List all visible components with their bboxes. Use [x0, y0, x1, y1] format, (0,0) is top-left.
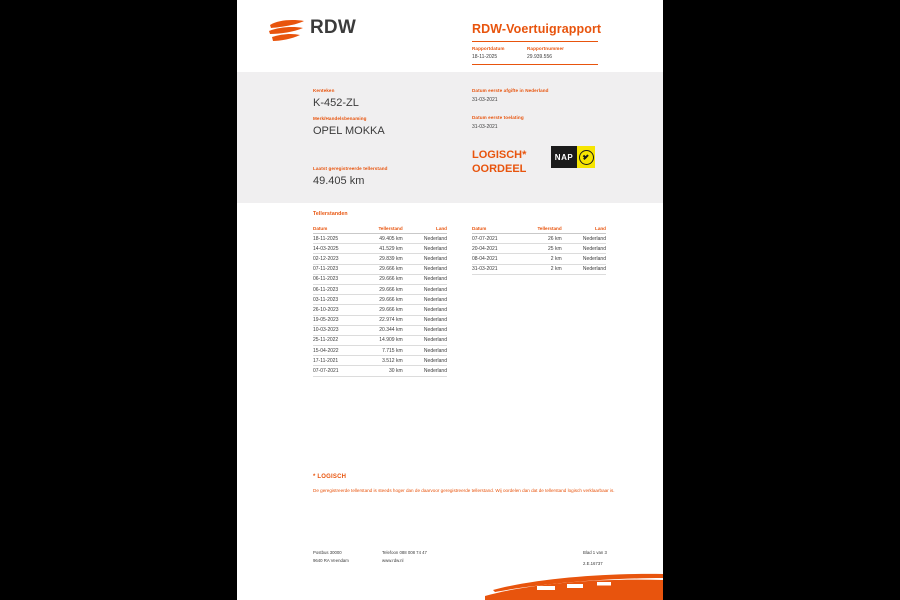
- rdw-logo-mark-icon: [268, 18, 306, 44]
- first-approval-value: 31-03-2021: [472, 124, 498, 130]
- cell-odometer: 2 km: [514, 264, 567, 274]
- odometer-table-right-body: [472, 234, 606, 275]
- odometer-table-left-body: [313, 234, 447, 377]
- cell-odometer: 30 km: [355, 366, 408, 376]
- cell-date: 19-05-2023: [313, 315, 355, 325]
- plate-value: K-452-ZL: [313, 97, 359, 109]
- cell-country: Nederland: [409, 356, 447, 366]
- cell-date: 20-04-2021: [472, 244, 514, 254]
- table-row: [313, 366, 447, 376]
- footer-address-line-1: Postbus 30000: [313, 550, 342, 555]
- nap-seal-badge: [577, 146, 595, 168]
- column-header-odometer: Tellerstand: [514, 226, 567, 234]
- cell-country: Nederland: [409, 234, 447, 244]
- table-row: [313, 346, 447, 356]
- cell-date: 06-11-2023: [313, 274, 355, 284]
- verdict-line-2: OORDEEL: [472, 163, 527, 175]
- table-row: [472, 254, 606, 264]
- cell-country: Nederland: [409, 325, 447, 335]
- cell-country: Nederland: [409, 305, 447, 315]
- odometer-section-title: Tellerstanden: [313, 211, 348, 217]
- model-label: Merk/Handelsbenaming: [313, 116, 367, 121]
- cell-odometer: 29.666 km: [355, 305, 408, 315]
- cell-odometer: 14.909 km: [355, 335, 408, 345]
- cell-odometer: 3.512 km: [355, 356, 408, 366]
- column-header-date: Datum: [472, 226, 514, 234]
- table-row: [313, 325, 447, 335]
- vehicle-info-band: [237, 72, 663, 203]
- cell-date: 25-11-2022: [313, 335, 355, 345]
- document-page: [237, 0, 663, 600]
- table-row: [313, 254, 447, 264]
- cell-country: Nederland: [568, 264, 606, 274]
- footer-phone-value: 088 008 74 47: [399, 550, 427, 555]
- cell-date: 07-11-2023: [313, 264, 355, 274]
- table-row: [313, 244, 447, 254]
- cell-date: 10-03-2023: [313, 325, 355, 335]
- table-header-row: [472, 226, 606, 234]
- footnote-title: * LOGISCH: [313, 474, 347, 480]
- cell-country: Nederland: [409, 366, 447, 376]
- cell-odometer: 29.839 km: [355, 254, 408, 264]
- column-header-country: Land: [409, 226, 447, 234]
- footer-graphic: [237, 570, 663, 600]
- cell-country: Nederland: [568, 234, 606, 244]
- cell-odometer: 41.529 km: [355, 244, 408, 254]
- cell-country: Nederland: [409, 254, 447, 264]
- table-row: [472, 234, 606, 244]
- cell-date: 26-10-2023: [313, 305, 355, 315]
- table-row: [472, 244, 606, 254]
- last-odometer-value: 49.405 km: [313, 175, 365, 187]
- rdw-logo: [268, 18, 356, 44]
- report-date-label: Rapportdatum: [472, 46, 505, 51]
- column-header-date: Datum: [313, 226, 355, 234]
- odometer-table-right: [472, 226, 606, 275]
- cell-odometer: 49.405 km: [355, 234, 408, 244]
- table-header-row: [313, 226, 447, 234]
- cell-country: Nederland: [409, 315, 447, 325]
- column-header-country: Land: [568, 226, 606, 234]
- cell-date: 08-04-2021: [472, 254, 514, 264]
- table-row: [313, 274, 447, 284]
- cell-odometer: 22.974 km: [355, 315, 408, 325]
- report-number-label: Rapportnummer: [527, 46, 565, 51]
- report-title-rule: [472, 41, 598, 42]
- cell-odometer: 29.666 km: [355, 295, 408, 305]
- cell-date: 06-11-2023: [313, 284, 355, 294]
- cell-odometer: 2 km: [514, 254, 567, 264]
- report-date-value: 18-11-2025: [472, 54, 498, 60]
- footer-phone-label: Telefoon: [382, 550, 399, 555]
- cell-date: 18-11-2025: [313, 234, 355, 244]
- footer-doc-code: 2.E.16737: [583, 561, 603, 566]
- footer-website: www.rdw.nl: [382, 558, 404, 563]
- plate-label: Kenteken: [313, 88, 335, 93]
- cell-country: Nederland: [409, 284, 447, 294]
- cell-country: Nederland: [409, 295, 447, 305]
- cell-date: 31-03-2021: [472, 264, 514, 274]
- cell-odometer: 29.666 km: [355, 284, 408, 294]
- first-admission-value: 31-03-2021: [472, 97, 498, 103]
- first-approval-label: Datum eerste toelating: [472, 115, 524, 120]
- nap-seal-text: NAP: [551, 146, 577, 168]
- cell-country: Nederland: [409, 346, 447, 356]
- table-row: [313, 356, 447, 366]
- cell-odometer: 26 km: [514, 234, 567, 244]
- column-header-odometer: Tellerstand: [355, 226, 408, 234]
- cell-country: Nederland: [568, 254, 606, 264]
- table-row: [313, 295, 447, 305]
- cell-odometer: 25 km: [514, 244, 567, 254]
- cell-date: 02-12-2023: [313, 254, 355, 264]
- table-row: [313, 234, 447, 244]
- rdw-logo-text: RDW: [310, 17, 356, 38]
- cell-country: Nederland: [409, 274, 447, 284]
- verdict-block: [472, 148, 526, 176]
- footnote-body: De geregistreerde tellerstand is steeds hoger dan de daarvoor geregistreerde tellerstand. Wij oordelen dan dat de tellerstand logisch verklaarbaar is.: [313, 488, 615, 493]
- cell-country: Nederland: [409, 264, 447, 274]
- table-row: [313, 315, 447, 325]
- cell-date: 15-04-2022: [313, 346, 355, 356]
- odometer-table-left: [313, 226, 447, 377]
- first-admission-label: Datum eerste afgifte in Nederland: [472, 88, 549, 93]
- cell-date: 14-03-2025: [313, 244, 355, 254]
- footer-page-label: Blad 1 van 3: [583, 550, 607, 555]
- last-odometer-label: Laatst geregistreerde tellerstand: [313, 166, 388, 171]
- table-row: [313, 305, 447, 315]
- cell-date: 07-07-2021: [313, 366, 355, 376]
- cell-odometer: 7.715 km: [355, 346, 408, 356]
- verdict-line-1: LOGISCH*: [472, 149, 527, 161]
- footer-address-line-2: 9640 RA Veendam: [313, 558, 349, 563]
- cell-date: 17-11-2021: [313, 356, 355, 366]
- cell-country: Nederland: [568, 244, 606, 254]
- table-row: [313, 284, 447, 294]
- rdw-swoosh-icon: [268, 18, 306, 44]
- cell-date: 03-11-2023: [313, 295, 355, 305]
- rdw-footer-swoosh-icon: [237, 570, 663, 600]
- table-row: [313, 264, 447, 274]
- model-value: OPEL MOKKA: [313, 125, 385, 137]
- cell-odometer: 29.666 km: [355, 264, 408, 274]
- report-meta-rule: [472, 64, 598, 65]
- report-number-value: 29.939.556: [527, 54, 553, 60]
- table-row: [472, 264, 606, 274]
- cell-country: Nederland: [409, 244, 447, 254]
- cell-odometer: 29.666 km: [355, 274, 408, 284]
- cell-date: 07-07-2021: [472, 234, 514, 244]
- footer-phone: [382, 549, 427, 556]
- cell-country: Nederland: [409, 335, 447, 345]
- report-title: RDW-Voertuigrapport: [472, 22, 602, 36]
- table-row: [313, 335, 447, 345]
- cell-odometer: 20.344 km: [355, 325, 408, 335]
- nap-seal: [551, 146, 595, 168]
- check-circle-icon: [579, 150, 594, 165]
